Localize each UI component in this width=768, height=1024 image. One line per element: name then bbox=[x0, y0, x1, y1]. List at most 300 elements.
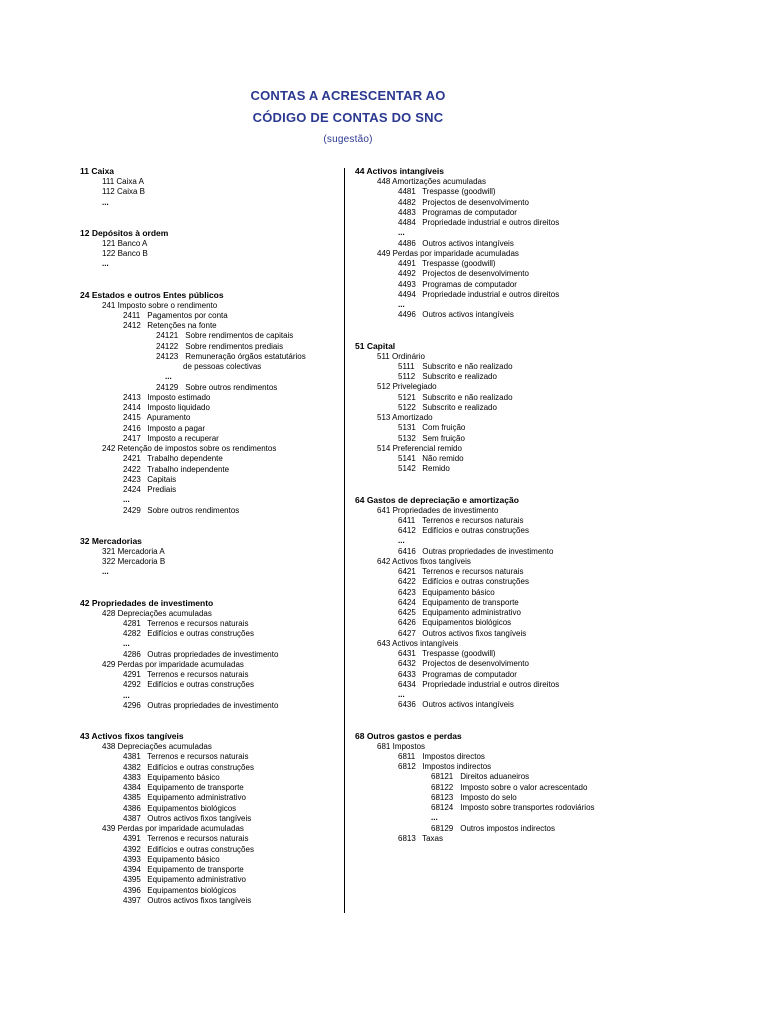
account-line bbox=[80, 372, 342, 382]
account-name: Mercadoria A bbox=[117, 546, 165, 556]
ellipsis-marker: ... bbox=[123, 639, 130, 649]
account-name: Ordinário bbox=[392, 351, 425, 361]
account-name: Equipamento básico bbox=[147, 772, 220, 782]
account-code: 4292 bbox=[123, 680, 141, 690]
account-line bbox=[80, 824, 342, 834]
account-line bbox=[80, 650, 342, 660]
account-line bbox=[80, 259, 342, 269]
account-name: Activos fixos tangíveis bbox=[392, 556, 471, 566]
account-code: 321 bbox=[102, 546, 116, 556]
page-subtitle: (sugestão) bbox=[323, 134, 373, 145]
account-line bbox=[80, 670, 342, 680]
account-code: 4384 bbox=[123, 783, 141, 792]
account-code: 5141 bbox=[398, 454, 416, 463]
account-code: 4484 bbox=[398, 218, 416, 227]
account-line bbox=[355, 567, 695, 577]
account-code: 2422 bbox=[123, 464, 141, 474]
account-line bbox=[355, 259, 695, 269]
account-name: Outros activos intangíveis bbox=[422, 310, 514, 320]
account-line bbox=[355, 506, 695, 516]
account-code: 4286 bbox=[123, 649, 141, 659]
account-section bbox=[80, 166, 342, 208]
account-line bbox=[355, 649, 695, 659]
page-title-line-2: CÓDIGO DE CONTAS DO SNC bbox=[252, 110, 444, 125]
account-code: 4395 bbox=[123, 875, 141, 885]
account-line bbox=[355, 803, 695, 813]
account-code: 4482 bbox=[398, 197, 416, 207]
account-code: 68129 bbox=[431, 823, 454, 833]
account-section bbox=[80, 228, 342, 270]
account-line bbox=[355, 577, 695, 587]
account-line bbox=[80, 198, 342, 208]
account-name: Imposto liquidado bbox=[147, 403, 210, 412]
account-code: 122 bbox=[102, 249, 116, 258]
account-line bbox=[80, 506, 342, 516]
account-line bbox=[355, 608, 695, 618]
account-code: 5121 bbox=[398, 392, 416, 402]
account-name: Edifícios e outras construções bbox=[147, 629, 254, 638]
ellipsis-marker: ... bbox=[123, 495, 130, 505]
account-line bbox=[80, 660, 342, 670]
account-name: Pagamentos por conta bbox=[147, 310, 228, 320]
account-code: 5112 bbox=[398, 372, 416, 381]
account-code: 4387 bbox=[123, 813, 141, 823]
account-line bbox=[80, 609, 342, 619]
account-code: 6431 bbox=[398, 649, 416, 658]
account-code: 449 bbox=[377, 248, 391, 258]
account-code: 4396 bbox=[123, 885, 141, 895]
account-name: Programas de computador bbox=[422, 279, 517, 289]
account-line bbox=[80, 834, 342, 844]
account-name: Depreciações acumuladas bbox=[117, 608, 212, 618]
account-line bbox=[80, 804, 342, 814]
account-line bbox=[355, 413, 695, 423]
page-title-line-1: CONTAS A ACRESCENTAR AO bbox=[250, 88, 446, 103]
ellipsis-marker: ... bbox=[102, 567, 109, 577]
left-column bbox=[80, 166, 342, 906]
account-name: Outros impostos indirectos bbox=[460, 823, 555, 833]
account-code: 322 bbox=[102, 557, 116, 566]
account-line bbox=[355, 434, 695, 444]
account-line bbox=[355, 198, 695, 208]
account-code: 641 bbox=[377, 505, 391, 515]
account-name: Direitos aduaneiros bbox=[460, 772, 530, 782]
account-name: Depreciações acumuladas bbox=[117, 742, 212, 751]
account-code: 6416 bbox=[398, 546, 416, 556]
ellipsis-marker: ... bbox=[102, 259, 109, 269]
account-code: 5122 bbox=[398, 402, 416, 412]
account-code: 24129 bbox=[156, 382, 179, 392]
account-name: Mercadoria B bbox=[117, 557, 166, 566]
account-name: Imposto sobre o valor acrescentado bbox=[460, 782, 588, 792]
account-name: Projectos de desenvolvimento bbox=[422, 197, 529, 207]
account-name: Equipamento administrativo bbox=[147, 793, 246, 803]
account-section bbox=[80, 731, 342, 906]
account-name: Sobre outros rendimentos bbox=[185, 382, 278, 392]
account-name: Imposto sobre transportes rodoviários bbox=[460, 803, 595, 812]
account-name: Activos intangíveis bbox=[392, 638, 459, 648]
account-code: 6427 bbox=[398, 628, 416, 638]
account-code: 6421 bbox=[398, 567, 416, 576]
account-code: 4381 bbox=[123, 752, 141, 762]
account-line bbox=[80, 691, 342, 701]
account-section bbox=[80, 290, 342, 516]
account-name: Impostos bbox=[392, 741, 426, 751]
account-line bbox=[355, 423, 695, 433]
account-code: 4492 bbox=[398, 269, 416, 279]
account-line bbox=[355, 762, 695, 772]
section-title: 42 Propriedades de investimento bbox=[80, 597, 214, 608]
account-line bbox=[355, 218, 695, 228]
section-title: 64 Gastos de depreciação e amortização bbox=[355, 494, 519, 505]
ellipsis-marker: ... bbox=[431, 813, 438, 823]
account-code: 4291 bbox=[123, 670, 141, 679]
section-title: 43 Activos fixos tangíveis bbox=[80, 731, 184, 741]
account-name: Subscrito e não realizado bbox=[422, 392, 513, 402]
account-name: Programas de computador bbox=[422, 207, 517, 217]
account-section bbox=[80, 598, 342, 712]
account-line bbox=[80, 413, 342, 423]
account-code: 6412 bbox=[398, 526, 416, 535]
account-line bbox=[80, 393, 342, 403]
account-section bbox=[355, 731, 695, 845]
account-line bbox=[355, 372, 695, 382]
account-line bbox=[355, 280, 695, 290]
account-name: Privelegiado bbox=[392, 382, 437, 392]
account-name: Preferencial remido bbox=[392, 443, 462, 453]
account-name: Outros activos intangíveis bbox=[422, 238, 514, 248]
ellipsis-marker: ... bbox=[398, 536, 405, 546]
right-column bbox=[355, 166, 695, 844]
account-line bbox=[80, 763, 342, 773]
account-line bbox=[355, 393, 695, 403]
account-name: Terrenos e recursos naturais bbox=[422, 567, 524, 576]
account-code: 4397 bbox=[123, 895, 141, 905]
account-code: 6411 bbox=[398, 515, 416, 525]
account-name: Equipamento de transporte bbox=[422, 597, 519, 607]
account-code: 643 bbox=[377, 638, 391, 648]
account-line bbox=[80, 875, 342, 885]
account-name: Edifícios e outras construções bbox=[147, 680, 254, 690]
section-title: 44 Activos intangíveis bbox=[355, 166, 444, 176]
account-name: Terrenos e recursos naturais bbox=[147, 618, 249, 628]
ellipsis-marker: ... bbox=[398, 300, 405, 309]
section-title: 32 Mercadorias bbox=[80, 535, 142, 546]
account-code: 2421 bbox=[123, 454, 141, 464]
account-code: 6813 bbox=[398, 833, 416, 843]
account-name: Retenções na fonte bbox=[147, 321, 217, 330]
account-name: Impostos directos bbox=[422, 751, 485, 761]
account-section bbox=[80, 536, 342, 578]
account-code: 5111 bbox=[398, 361, 415, 371]
account-line bbox=[80, 680, 342, 690]
account-code: 6426 bbox=[398, 618, 416, 628]
account-name: Equipamento administrativo bbox=[422, 608, 521, 617]
account-section bbox=[355, 341, 695, 475]
account-name: Imposto sobre o rendimento bbox=[117, 300, 218, 310]
account-code: 4496 bbox=[398, 310, 416, 320]
account-name: Trespasse (goodwill) bbox=[422, 187, 496, 197]
account-line bbox=[355, 547, 695, 557]
account-code: 6434 bbox=[398, 679, 416, 689]
account-name: Outras propriedades de investimento bbox=[422, 546, 554, 556]
account-code: 4486 bbox=[398, 238, 416, 248]
account-code: 2411 bbox=[123, 310, 141, 320]
account-code: 4491 bbox=[398, 259, 416, 268]
account-name: Amortizado bbox=[392, 413, 433, 422]
account-code: 512 bbox=[377, 382, 391, 392]
account-code: 4481 bbox=[398, 187, 416, 197]
account-name: Perdas por imparidade acumuladas bbox=[392, 248, 519, 258]
account-name: Impostos indirectos bbox=[422, 762, 492, 771]
account-line bbox=[80, 485, 342, 495]
section-title: 68 Outros gastos e perdas bbox=[355, 730, 462, 741]
account-code: 68122 bbox=[431, 782, 454, 792]
section-title: 24 Estados e outros Entes públicos bbox=[80, 289, 224, 300]
account-name: Caixa A bbox=[116, 177, 144, 186]
account-line bbox=[355, 824, 695, 834]
account-name: Taxas bbox=[422, 833, 443, 843]
account-name: Perdas por imparidade acumuladas bbox=[117, 824, 244, 833]
account-code: 6422 bbox=[398, 577, 416, 587]
account-code: 4386 bbox=[123, 803, 141, 813]
account-line bbox=[80, 352, 342, 362]
account-name: Equipamento de transporte bbox=[147, 783, 244, 792]
account-code: 6423 bbox=[398, 587, 416, 597]
account-code: 2413 bbox=[123, 392, 141, 402]
account-name: Projectos de desenvolvimento bbox=[422, 269, 529, 279]
account-name: Edifícios e outras construções bbox=[147, 762, 254, 772]
ellipsis-marker: ... bbox=[123, 690, 130, 700]
account-name: Prediais bbox=[147, 485, 177, 494]
account-line bbox=[355, 639, 695, 649]
account-line bbox=[80, 547, 342, 557]
account-name: Caixa B bbox=[117, 187, 146, 197]
account-line bbox=[80, 896, 342, 906]
account-name: Trespasse (goodwill) bbox=[422, 259, 496, 268]
account-code: 513 bbox=[377, 413, 391, 422]
account-code: 2424 bbox=[123, 485, 141, 494]
account-line bbox=[355, 772, 695, 782]
section-title: 51 Capital bbox=[355, 340, 396, 351]
account-code: 4391 bbox=[123, 834, 141, 844]
account-code: 4483 bbox=[398, 207, 416, 217]
account-line bbox=[80, 362, 342, 372]
account-name: Perdas por imparidade acumuladas bbox=[117, 659, 244, 669]
account-line bbox=[355, 300, 695, 310]
account-name: Outros activos fixos tangíveis bbox=[147, 895, 252, 905]
account-line bbox=[355, 352, 695, 362]
account-line bbox=[355, 588, 695, 598]
account-line bbox=[80, 567, 342, 577]
account-name: Terrenos e recursos naturais bbox=[147, 752, 249, 762]
account-code: 4383 bbox=[123, 772, 141, 782]
account-code: 121 bbox=[102, 238, 116, 248]
account-line bbox=[355, 269, 695, 279]
account-name: Edifícios e outras construções bbox=[147, 844, 254, 854]
account-code: 68121 bbox=[431, 772, 454, 782]
account-name: Trabalho dependente bbox=[147, 454, 223, 464]
account-line bbox=[355, 629, 695, 639]
account-line bbox=[80, 444, 342, 454]
account-name: Propriedades de investimento bbox=[392, 505, 499, 515]
account-line bbox=[355, 670, 695, 680]
account-code: 4281 bbox=[123, 618, 141, 628]
account-code: 6436 bbox=[398, 700, 416, 710]
account-code: 2429 bbox=[123, 505, 141, 515]
account-line bbox=[355, 228, 695, 238]
account-line bbox=[80, 814, 342, 824]
account-name: Capitais bbox=[147, 474, 177, 484]
account-name: Imposto a pagar bbox=[147, 423, 206, 433]
account-code: 428 bbox=[102, 608, 116, 618]
account-line bbox=[355, 382, 695, 392]
column-divider bbox=[344, 168, 345, 913]
ellipsis-marker: ... bbox=[102, 197, 109, 207]
ellipsis-marker: ... bbox=[398, 690, 405, 699]
account-line bbox=[355, 187, 695, 197]
ellipsis-marker: ... bbox=[398, 228, 405, 238]
account-name: Imposto do selo bbox=[460, 792, 517, 802]
account-name: Sobre rendimentos prediais bbox=[185, 341, 284, 351]
section-title: 11 Caixa bbox=[80, 166, 115, 176]
account-name: Propriedade industrial e outros direitos bbox=[422, 218, 560, 227]
account-name: Outras propriedades de investimento bbox=[147, 649, 279, 659]
account-code: 5142 bbox=[398, 464, 416, 474]
account-line bbox=[355, 310, 695, 320]
account-code: 6425 bbox=[398, 608, 416, 617]
account-line bbox=[80, 639, 342, 649]
account-line bbox=[355, 618, 695, 628]
account-code: 5131 bbox=[398, 423, 416, 433]
account-name: Outros activos fixos tangíveis bbox=[422, 628, 527, 638]
account-name: Propriedade industrial e outros direitos bbox=[422, 679, 560, 689]
account-name: Subscrito e realizado bbox=[422, 402, 497, 412]
account-code: 2417 bbox=[123, 433, 141, 443]
account-line bbox=[355, 783, 695, 793]
account-code: 6432 bbox=[398, 659, 416, 669]
account-code: 242 bbox=[102, 444, 116, 453]
account-code: 511 bbox=[377, 351, 390, 361]
account-line bbox=[80, 783, 342, 793]
account-code: 68123 bbox=[431, 792, 454, 802]
account-code: 429 bbox=[102, 659, 116, 669]
account-line bbox=[355, 526, 695, 536]
account-code: 448 bbox=[377, 177, 391, 186]
account-code: 24122 bbox=[156, 341, 179, 351]
account-name: Equipamento de transporte bbox=[147, 865, 244, 874]
account-line bbox=[80, 773, 342, 783]
account-line bbox=[80, 454, 342, 464]
account-name: Sobre outros rendimentos bbox=[147, 505, 240, 515]
account-line bbox=[80, 865, 342, 875]
account-line bbox=[355, 598, 695, 608]
account-line bbox=[355, 742, 695, 752]
account-line bbox=[355, 290, 695, 300]
account-line bbox=[355, 403, 695, 413]
account-code: 4392 bbox=[123, 844, 141, 854]
account-name: Propriedade industrial e outros direitos bbox=[422, 289, 560, 299]
account-line bbox=[355, 557, 695, 567]
account-code: 681 bbox=[377, 741, 391, 751]
account-code: 6811 bbox=[398, 751, 416, 761]
account-line bbox=[80, 886, 342, 896]
account-name: Sem fruição bbox=[422, 433, 465, 443]
account-line bbox=[80, 793, 342, 803]
account-code: 5132 bbox=[398, 433, 416, 443]
account-code: 514 bbox=[377, 443, 391, 453]
account-line bbox=[80, 855, 342, 865]
account-name: Equipamento administrativo bbox=[147, 875, 246, 885]
account-code: 439 bbox=[102, 824, 116, 833]
account-code: 2415 bbox=[123, 413, 141, 423]
account-code: 4382 bbox=[123, 762, 141, 772]
account-name: Edifícios e outras construções bbox=[422, 577, 529, 587]
account-name: Imposto estimado bbox=[147, 392, 211, 402]
account-name: Equipamentos biológicos bbox=[147, 885, 237, 895]
account-name: Terrenos e recursos naturais bbox=[422, 515, 524, 525]
account-line bbox=[80, 629, 342, 639]
account-line bbox=[80, 742, 342, 752]
account-name: Equipamento básico bbox=[147, 854, 220, 864]
account-name: Trabalho independente bbox=[147, 464, 230, 474]
account-code: 4494 bbox=[398, 289, 416, 299]
account-line bbox=[355, 536, 695, 546]
account-code: 4493 bbox=[398, 279, 416, 289]
account-code: 241 bbox=[102, 300, 116, 310]
account-line bbox=[355, 690, 695, 700]
account-name: Banco A bbox=[117, 238, 148, 248]
account-line bbox=[80, 331, 342, 341]
account-line bbox=[355, 834, 695, 844]
account-line bbox=[355, 249, 695, 259]
account-code: 4296 bbox=[123, 700, 141, 710]
account-line bbox=[80, 752, 342, 762]
account-code: 112 bbox=[102, 187, 115, 197]
account-name: Remuneração órgãos estatutários bbox=[185, 351, 306, 361]
account-name: Imposto a recuperar bbox=[147, 433, 219, 443]
section-title: 12 Depósitos à ordem bbox=[80, 227, 169, 238]
account-name: Equipamentos biológicos bbox=[147, 803, 237, 813]
account-line bbox=[355, 464, 695, 474]
account-code: 2412 bbox=[123, 321, 141, 330]
account-code: 111 bbox=[102, 177, 115, 186]
account-section bbox=[355, 495, 695, 711]
account-line bbox=[355, 752, 695, 762]
account-name: Equipamentos biológicos bbox=[422, 618, 512, 628]
account-name: Subscrito e não realizado bbox=[422, 361, 513, 371]
account-line bbox=[355, 516, 695, 526]
account-code: 4385 bbox=[123, 793, 141, 803]
account-line bbox=[355, 177, 695, 187]
account-code: 2423 bbox=[123, 474, 141, 484]
account-name: Outros activos intangíveis bbox=[422, 700, 514, 710]
account-code: 4393 bbox=[123, 854, 141, 864]
account-line bbox=[80, 465, 342, 475]
account-line bbox=[80, 475, 342, 485]
account-code: 4282 bbox=[123, 629, 141, 638]
account-name: Outros activos fixos tangíveis bbox=[147, 813, 252, 823]
account-code: 24121 bbox=[156, 331, 179, 341]
account-name: Com fruição bbox=[422, 423, 466, 433]
account-line bbox=[80, 311, 342, 321]
account-line bbox=[80, 619, 342, 629]
account-code: 24123 bbox=[156, 351, 179, 361]
account-line bbox=[80, 845, 342, 855]
account-code: 438 bbox=[102, 742, 116, 751]
account-name: Subscrito e realizado bbox=[422, 372, 497, 381]
account-name: Banco B bbox=[117, 249, 148, 258]
